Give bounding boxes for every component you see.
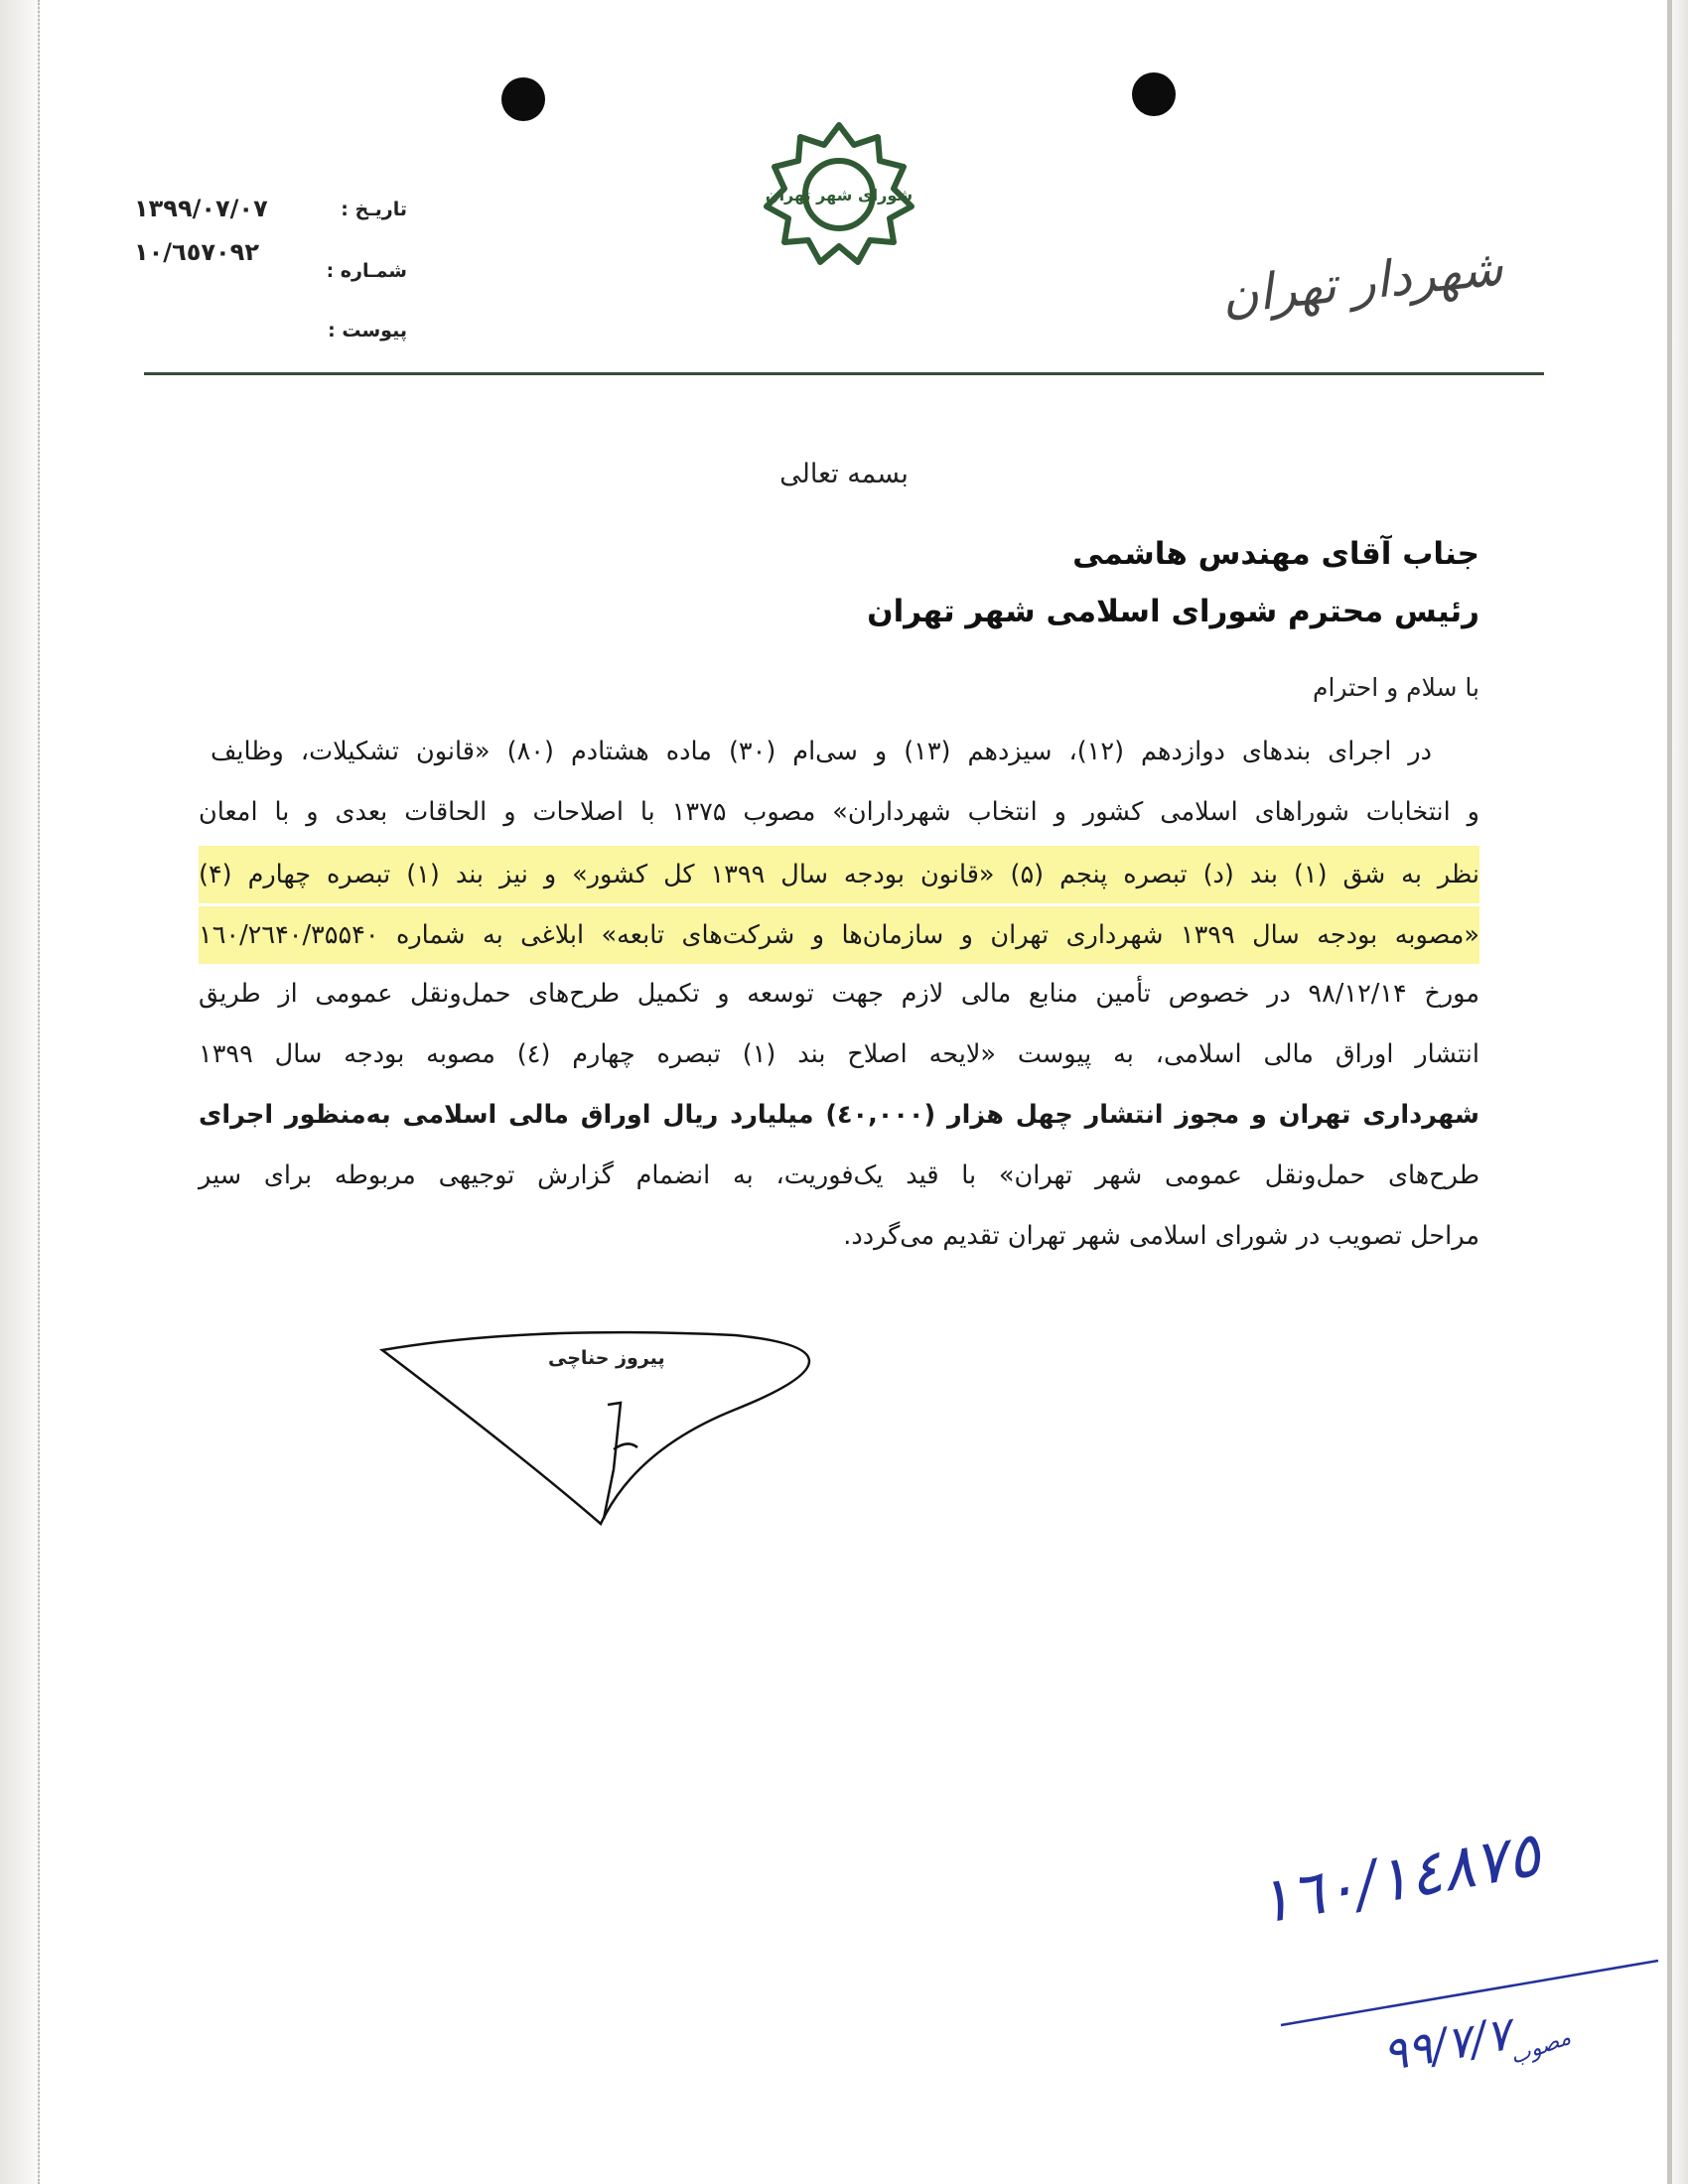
date-value: ۱۳۹۹/۰۷/۰۷: [134, 195, 268, 222]
mayor-title: شهردار تهران: [1218, 238, 1506, 326]
number-label: شمـاره :: [326, 260, 407, 282]
body-line-7: شهرداری تهران و مجوز انتشار چهل هزار (٤۰,۰۰۰) میلیارد ریال اوراق مالی اسلامی به‌منظور اجرای: [199, 1100, 1479, 1130]
header-divider: [144, 372, 1544, 375]
signatory-name: پیروز حناچی: [548, 1347, 665, 1369]
body-line-8: طرح‌های حمل‌ونقل عمومی شهر تهران» با قید یک‌فوریت، به انضمام گزارش توجیهی مربوطه برای سیر: [199, 1160, 1479, 1190]
body-line-5: مورخ ۹۸/۱۲/۱۴ در خصوص تأمین منابع مالی لازم جهت توسعه و تکمیل طرح‌های حمل‌ونقل عمومی از طریق: [199, 979, 1479, 1009]
scan-left-edge: [0, 0, 40, 2184]
greeting: با سلام و احترام: [1313, 673, 1479, 702]
emblem-text: شورای شهر تهران: [765, 186, 914, 205]
body-line-9: مراحل تصویب در شورای اسلامی شهر تهران تقدیم می‌گردد.: [843, 1221, 1479, 1251]
tehran-council-emblem-icon: [755, 117, 923, 266]
bismillah: بسمه تعالی: [779, 459, 909, 489]
addressee-line-1: جناب آقای مهندس هاشمی: [1072, 536, 1479, 572]
body-line-1: در اجرای بندهای دوازدهم (۱۲)، سیزدهم (۱۳) و سی‌ام (۳۰) ماده هشتادم (۸۰) «قانون تشکیلات، وظایف: [211, 737, 1432, 766]
punch-hole-left: [501, 77, 545, 121]
body-line-6: انتشار اوراق مالی اسلامی، به پیوست «لایحه اصلاح بند (۱) تبصره چهارم (٤) مصوبه بودجه سال ۱۳۹۹: [199, 1039, 1479, 1069]
scan-right-line: [1667, 0, 1672, 2184]
date-label: تاریـخ :: [341, 199, 407, 220]
number-value: ۱۰/٦٥٧۰۹۲: [134, 238, 259, 266]
punch-hole-right: [1132, 72, 1176, 116]
body-line-3: نظر به شق (۱) بند (د) تبصره پنجم (۵) «قانون بودجه سال ۱۳۹۹ کل کشور» و نیز بند (۱) تبصره چهارم (۴): [199, 846, 1479, 903]
addressee-line-2: رئیس محترم شورای اسلامی شهر تهران: [867, 594, 1479, 629]
registration-note: مصوب: [1506, 2024, 1575, 2071]
body-line-2: و انتخابات شوراهای اسلامی کشور و انتخاب شهرداران» مصوب ۱۳۷۵ با اصلاحات و الحاقات بعدی و با امعان: [199, 797, 1479, 827]
registration-date: ۹۹/۷/۷: [1378, 2006, 1515, 2082]
attachment-label: پیوست :: [328, 320, 407, 341]
body-line-4: «مصوبه بودجه سال ۱۳۹۹ شهرداری تهران و سازمان‌ها و شرکت‌های تابعه» ابلاغی به شماره ۱٦۰/۲٦۴۰/۳۵۵۴۰: [199, 906, 1479, 964]
registration-number: ۱٦۰/۱٤۸۷٥: [1251, 1817, 1546, 1939]
